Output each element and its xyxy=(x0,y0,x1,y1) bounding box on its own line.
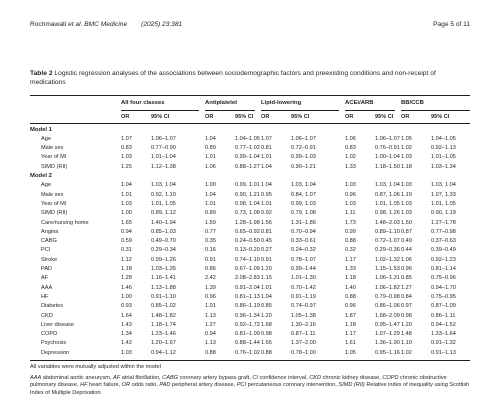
journal-citation: Rochmawati et al. BMC Medicine (2025) 23:381 xyxy=(30,21,183,28)
or-value: 1.01 xyxy=(205,154,216,161)
ci-value: 1.03–1.35 xyxy=(151,266,176,272)
ci-value: 0.24–0.50 xyxy=(235,238,260,245)
or-value: 1.64 xyxy=(121,312,132,319)
or-value: 1.20 xyxy=(261,312,272,319)
group-header: Lipid-lowering xyxy=(261,100,302,106)
or-value: 0.98 xyxy=(261,331,272,338)
ci-value: 0.81–1.13 xyxy=(235,293,260,300)
or-value: 0.91 xyxy=(205,256,216,263)
or-column-header: OR xyxy=(345,113,354,120)
or-value: 1.17 xyxy=(345,331,356,338)
row-label: COPD xyxy=(41,331,58,338)
row-label: Depression xyxy=(41,349,70,356)
or-value: 1.01 xyxy=(261,200,272,207)
or-value: 1.68 xyxy=(261,321,272,328)
ci-value: 1.06–1.07 xyxy=(151,135,176,142)
or-value: 1.03 xyxy=(121,200,132,207)
or-value: 1.03 xyxy=(121,154,132,161)
or-value: 0.95 xyxy=(261,191,272,198)
or-value: 1.25 xyxy=(121,163,132,170)
or-column-header: OR xyxy=(121,113,130,120)
group-header-underline xyxy=(261,110,339,111)
row-label: CABG xyxy=(41,238,57,245)
ci-value: 0.99, 1.03 xyxy=(291,200,316,207)
ci-value: 1.04–1.05 xyxy=(431,135,456,142)
row-label: AAA xyxy=(41,284,53,291)
or-value: 1.06 xyxy=(205,163,216,170)
ci-value: 0.99–1.04 xyxy=(235,154,260,161)
row-label: Psychosis xyxy=(41,340,67,347)
ci-value: 0.77–0.90 xyxy=(151,145,176,152)
or-value: 1.01 xyxy=(205,200,216,207)
ci-column-header: 95% CI xyxy=(375,113,394,120)
or-value: 1.13 xyxy=(205,312,216,319)
or-value: 0.96 xyxy=(345,303,356,310)
or-value: 1.61 xyxy=(345,340,356,347)
or-value: 1.02 xyxy=(401,145,412,152)
ci-value: 0.85–1.02 xyxy=(151,303,176,310)
or-value: 1.03 xyxy=(121,349,132,356)
ci-value: 0.73, 1.08 xyxy=(235,210,260,217)
ci-value: 1.15–1.53 xyxy=(375,266,400,272)
group-header: All four classes xyxy=(121,100,165,106)
row-label: PAD xyxy=(41,266,53,272)
group-header-underline xyxy=(401,110,470,111)
or-value: 0.98 xyxy=(401,312,412,319)
ci-value: 0.98, 1.26 xyxy=(375,210,400,217)
ci-value: 1.01–1.04 xyxy=(151,154,176,161)
ci-value: 0.90, 1.19 xyxy=(431,210,456,217)
or-value: 0.16 xyxy=(205,247,216,254)
ci-value: 0.49–0.70 xyxy=(151,238,176,245)
ci-value: 0.77–0.98 xyxy=(431,228,456,235)
footnote-abbreviations: AAA abdominal aortic aneurysm, AF atrial fibrillation, CABG coronary artery bypass graft, CI confidence interval, CKD chronic kidney disease, COPD chronic obstructive pulmonary disease, HF heart failure, OR odds ratio, PAD peripheral artery disease, PCI percutaneous coronary intervention, SIMD (RII) Relative index of inequality using Scottish Index of Multiple Deprivation xyxy=(30,375,470,396)
ci-value: 1.05–1.38 xyxy=(291,312,316,319)
row-label: Stroke xyxy=(41,256,58,263)
ci-value: 0.91–1.13 xyxy=(431,349,456,356)
ci-value: 0.79–0.98 xyxy=(375,293,400,300)
or-value: 1.33 xyxy=(345,163,356,170)
ci-value: 0.92–1.72 xyxy=(235,321,260,328)
ci-value: 2.08–2.83 xyxy=(235,275,260,282)
or-column-header: OR xyxy=(261,113,270,120)
or-value: 0.92 xyxy=(261,210,272,217)
or-value: 1.04 xyxy=(205,191,216,198)
or-value: 1.34 xyxy=(121,331,132,338)
ci-value: 0.39–0.49 xyxy=(431,247,456,254)
ci-value: 0.91–1.32 xyxy=(431,340,456,347)
ci-value: 1.06–1.07 xyxy=(375,135,400,142)
ci-value: 0.99–1.03 xyxy=(291,154,316,161)
ci-value: 0.65–0.92 xyxy=(235,228,260,235)
ci-value: 1.02–1.32 xyxy=(375,256,400,263)
or-value: 0.81 xyxy=(261,145,272,152)
ci-value: 0.75–0.96 xyxy=(431,275,456,282)
or-value: 1.12 xyxy=(121,256,132,263)
or-value: 1.18 xyxy=(401,163,412,170)
table-bottom-rule xyxy=(30,360,470,361)
ci-value: 1.20–1.67 xyxy=(151,340,176,347)
or-value: 0.94 xyxy=(121,228,132,235)
or-value: 1.20 xyxy=(261,266,272,272)
table-caption-text: Logistic regression analyses of the associations between sociodemographic factors and preexisting conditions and non-receipt of medications xyxy=(30,70,436,86)
ci-value: 0.24–0.32 xyxy=(291,247,316,254)
ci-value: 1.48–1.82 xyxy=(151,312,176,319)
or-value: 0.91 xyxy=(261,256,272,263)
row-label: Liver disease xyxy=(41,321,74,328)
ci-value: 0.99–1.26 xyxy=(151,256,176,263)
or-value: 0.99 xyxy=(345,228,356,235)
or-value: 0.85 xyxy=(261,303,272,310)
or-value: 0.87 xyxy=(401,228,412,235)
or-value: 1.56 xyxy=(261,219,272,226)
ci-value: 0.84, 1.07 xyxy=(291,191,316,198)
ci-value: 1.03, 1.04 xyxy=(375,182,400,189)
or-value: 0.45 xyxy=(261,238,272,245)
or-value: 0.49 xyxy=(401,238,412,245)
model-2-label: Model 2 xyxy=(30,173,52,179)
or-value: 1.50 xyxy=(401,219,412,226)
or-column-header: OR xyxy=(205,113,214,120)
table-top-rule xyxy=(30,95,470,96)
or-value: 1.87 xyxy=(345,312,356,319)
or-value: 1.11 xyxy=(345,210,356,217)
ci-value: 1.48–2.03 xyxy=(375,219,400,226)
ci-value: 0.76–0.91 xyxy=(375,145,400,152)
or-value: 1.05 xyxy=(401,135,412,142)
page-number: Page 5 of 11 xyxy=(433,21,470,28)
or-value: 1.65 xyxy=(261,340,272,347)
ci-value: 1.31–1.86 xyxy=(291,219,316,226)
ci-value: 0.94–1.70 xyxy=(431,284,456,291)
or-value: 1.40 xyxy=(345,284,356,291)
ci-value: 0.91–1.10 xyxy=(151,293,176,300)
or-value: 0.97 xyxy=(401,303,412,310)
ci-value: 0.99, 1.01 xyxy=(235,182,260,189)
ci-value: 0.92, 1.10 xyxy=(151,191,176,198)
ci-value: 1.33–1.64 xyxy=(431,331,456,338)
or-value: 0.27 xyxy=(261,247,272,254)
ci-value: 0.76–1.02 xyxy=(235,349,260,356)
ci-value: 0.86–1.19 xyxy=(235,303,260,310)
ci-value: 0.90, 1.21 xyxy=(235,191,260,198)
ci-value: 1.12–1.38 xyxy=(151,163,176,170)
ci-value: 0.87–1.11 xyxy=(291,331,316,338)
row-label: SIMD (RII) xyxy=(41,210,68,217)
ci-column-header: 95% CI xyxy=(235,113,254,120)
ci-value: 0.81–1.09 xyxy=(235,331,260,338)
row-label: HF xyxy=(41,293,49,300)
or-value: 0.88 xyxy=(345,293,356,300)
group-header: ACEi/ARB xyxy=(345,100,374,106)
ci-value: 1.00–1.04 xyxy=(375,154,400,161)
or-value: 0.44 xyxy=(401,247,412,254)
ci-value: 0.98, 1.04 xyxy=(235,200,260,207)
or-value: 1.00 xyxy=(205,182,216,189)
ci-value: 0.78–1.00 xyxy=(291,349,316,356)
ci-column-header: 95% CI xyxy=(151,113,170,120)
ci-value: 1.68–2.09 xyxy=(375,312,400,319)
or-value: 1.65 xyxy=(121,219,132,226)
or-value: 1.10 xyxy=(401,340,412,347)
ci-value: 0.70–0.94 xyxy=(291,228,316,235)
ci-value: 0.77–1.02 xyxy=(235,145,260,152)
or-value: 1.00 xyxy=(121,293,132,300)
ci-value: 0.94–1.12 xyxy=(151,349,176,356)
model-1-label: Model 1 xyxy=(30,126,52,133)
or-value: 1.01 xyxy=(121,191,132,198)
or-value: 1.27 xyxy=(205,321,216,328)
ci-value: 1.27–1.78 xyxy=(431,219,456,226)
ci-value: 0.74–1.10 xyxy=(235,256,260,263)
or-value: 1.01 xyxy=(261,284,272,291)
ci-value: 0.33–0.61 xyxy=(291,238,316,245)
or-value: 0.77 xyxy=(205,228,216,235)
ci-value: 0.87–1.09 xyxy=(431,303,456,310)
ci-value: 1.40–1.94 xyxy=(151,219,176,226)
or-value: 1.04 xyxy=(261,163,272,170)
or-value: 1.18 xyxy=(345,321,356,328)
or-value: 1.02 xyxy=(401,349,412,356)
ci-value: 1.23–1.46 xyxy=(151,331,176,338)
group-header: Antiplatelet xyxy=(205,100,238,106)
or-value: 0.86 xyxy=(205,266,216,272)
ci-value: 1.36–1.90 xyxy=(375,340,400,347)
or-value: 0.31 xyxy=(121,247,132,254)
or-value: 1.42 xyxy=(121,340,132,347)
or-value: 0.83 xyxy=(345,145,356,152)
or-value: 0.83 xyxy=(121,145,132,152)
row-label: Angina xyxy=(41,228,59,235)
ci-value: 1.16–1.41 xyxy=(151,275,176,282)
row-label: SIMD (RII) xyxy=(41,163,68,170)
or-value: 0.96 xyxy=(401,266,412,272)
ci-value: 0.86–1.11 xyxy=(431,312,456,319)
ci-value: 1.18–1.74 xyxy=(151,321,176,328)
or-value: 1.01 xyxy=(205,303,216,310)
ci-value: 0.70–1.42 xyxy=(291,284,316,291)
or-value: 1.46 xyxy=(121,284,132,291)
or-value: 1.02 xyxy=(345,154,356,161)
table-header-rule xyxy=(30,123,470,124)
ci-value: 1.03–1.34 xyxy=(431,163,456,170)
or-value: 1.03 xyxy=(401,200,412,207)
or-value: 1.05 xyxy=(345,349,356,356)
or-value: 1.03 xyxy=(401,210,412,217)
ci-value: 0.89–1.10 xyxy=(375,228,400,235)
ci-value: 0.86–1.06 xyxy=(375,303,400,310)
or-value: 1.07 xyxy=(261,135,272,142)
or-value: 1.04 xyxy=(261,293,272,300)
or-value: 1.59 xyxy=(205,219,216,226)
or-value: 1.03 xyxy=(401,154,412,161)
or-value: 1.03 xyxy=(401,182,412,189)
or-value: 1.03 xyxy=(345,182,356,189)
ci-value: 1.18–1.50 xyxy=(375,163,400,170)
ci-column-header: 95% CI xyxy=(431,113,450,120)
table-label: Table 2 xyxy=(30,70,53,77)
ci-value: 1.28–1.98 xyxy=(235,219,260,226)
row-label: AF xyxy=(41,275,49,282)
or-value: 0.88 xyxy=(205,349,216,356)
ci-value: 0.89, 1.12 xyxy=(151,210,176,217)
page-header xyxy=(30,21,470,31)
or-value: 1.06 xyxy=(345,135,356,142)
ci-value: 0.78–1.07 xyxy=(291,256,316,263)
ci-value: 0.88–1.44 xyxy=(235,340,260,347)
row-label: PCI xyxy=(41,247,51,254)
ci-value: 1.01, 1.05 xyxy=(431,200,456,207)
ci-value: 0.29–0.36 xyxy=(375,247,400,254)
ci-value: 1.37–2.00 xyxy=(291,340,316,347)
ci-value: 0.99–1.44 xyxy=(291,266,316,272)
ci-value: 0.91–1.19 xyxy=(291,293,316,300)
ci-value: 0.37–0.63 xyxy=(431,238,456,245)
or-value: 1.07 xyxy=(121,135,132,142)
or-value: 1.20 xyxy=(401,321,412,328)
or-value: 1.04 xyxy=(205,135,216,142)
or-value: 1.43 xyxy=(121,321,132,328)
row-label: Age xyxy=(41,182,51,189)
or-value: 1.27 xyxy=(401,284,412,291)
ci-value: 0.92–1.13 xyxy=(431,145,456,152)
ci-value: 0.88–1.27 xyxy=(235,163,260,170)
or-value: 1.00 xyxy=(121,210,132,217)
or-value: 0.59 xyxy=(121,238,132,245)
or-value: 1.48 xyxy=(401,331,412,338)
ci-value: 1.06–1.31 xyxy=(375,275,400,282)
or-value: 0.96 xyxy=(345,191,356,198)
group-header-underline xyxy=(205,110,255,111)
or-value: 1.13 xyxy=(205,340,216,347)
row-label: Male sex xyxy=(41,145,64,152)
or-value: 1.03 xyxy=(345,200,356,207)
ci-value: 1.01, 1.05 xyxy=(151,200,176,207)
or-value: 0.89 xyxy=(205,145,216,152)
or-value: 1.15 xyxy=(261,275,272,282)
ci-value: 1.01–1.05 xyxy=(431,154,456,161)
or-value: 0.85 xyxy=(401,275,412,282)
group-header-underline xyxy=(345,110,395,111)
ci-column-header: 95% CI xyxy=(291,113,310,120)
or-value: 1.18 xyxy=(121,266,132,272)
table-caption xyxy=(30,69,450,87)
ci-value: 0.75–0.95 xyxy=(431,293,456,300)
ci-value: 0.92–1.23 xyxy=(431,256,456,263)
row-label: Year of MI xyxy=(41,154,67,161)
ci-value: 0.81–1.14 xyxy=(431,266,456,272)
or-value: 1.18 xyxy=(345,275,356,282)
group-header-underline xyxy=(121,110,199,111)
or-value: 0.32 xyxy=(345,247,356,254)
ci-value: 1.06–1.07 xyxy=(291,135,316,142)
ci-value: 0.29–0.34 xyxy=(151,247,176,254)
or-value: 0.88 xyxy=(261,349,272,356)
ci-value: 0.94–1.52 xyxy=(431,321,456,328)
ci-value: 0.72–0.91 xyxy=(291,145,316,152)
or-value: 1.01 xyxy=(261,154,272,161)
or-value: 0.94 xyxy=(205,331,216,338)
or-value: 0.89 xyxy=(205,210,216,217)
row-label: Age xyxy=(41,135,51,142)
row-label: Care/nursing home xyxy=(41,219,89,226)
ci-value: 0.85–1.03 xyxy=(151,228,176,235)
or-value: 0.88 xyxy=(345,238,356,245)
ci-value: 1.03, 1.04 xyxy=(291,182,316,189)
ci-value: 0.96–1.34 xyxy=(235,312,260,319)
ci-value: 1.04–1.05 xyxy=(235,135,260,142)
or-value: 1.04 xyxy=(261,182,272,189)
or-value: 0.84 xyxy=(401,293,412,300)
or-value: 1.04 xyxy=(121,182,132,189)
or-value: 1.33 xyxy=(345,266,356,272)
ci-value: 1.13–1.88 xyxy=(151,284,176,291)
ci-value: 1.03, 1.04 xyxy=(151,182,176,189)
or-column-header: OR xyxy=(401,113,410,120)
or-value: 0.96 xyxy=(205,293,216,300)
or-value: 1.39 xyxy=(205,284,216,291)
or-value: 2.42 xyxy=(205,275,216,282)
row-label: Male sex xyxy=(41,191,64,198)
row-label: Year of MI xyxy=(41,200,67,207)
ci-value: 0.91–2.04 xyxy=(235,284,260,291)
footnote-adjustment: All variables were mutually adjusted within the model xyxy=(30,364,161,370)
ci-value: 0.13–0.20 xyxy=(235,247,260,254)
ci-value: 1.03, 1.04 xyxy=(431,182,456,189)
or-value: 1.19 xyxy=(401,191,412,198)
or-value: 1.73 xyxy=(345,219,356,226)
ci-value: 1.01–1.30 xyxy=(291,275,316,282)
group-header: BB/CCB xyxy=(401,100,424,106)
ci-value: 1.01, 1.05 xyxy=(375,200,400,207)
ci-value: 0.95–1.16 xyxy=(375,349,400,356)
row-label: Diabetes xyxy=(41,303,64,310)
or-value: 0.35 xyxy=(205,238,216,245)
ci-value: 1.06–1.82 xyxy=(375,284,400,291)
or-value: 1.17 xyxy=(345,256,356,263)
ci-value: 0.95–1.47 xyxy=(375,321,400,328)
or-value: 1.28 xyxy=(121,275,132,282)
ci-value: 0.90–1.21 xyxy=(291,163,316,170)
ci-value: 0.74–0.97 xyxy=(291,303,316,310)
ci-value: 0.87, 1.06 xyxy=(375,191,400,198)
or-value: 0.93 xyxy=(121,303,132,310)
ci-value: 0.79, 1.08 xyxy=(291,210,316,217)
ci-value: 1.07–1.29 xyxy=(375,331,400,338)
or-value: 1.06 xyxy=(401,256,412,263)
ci-value: 1.30–2.16 xyxy=(291,321,316,328)
ci-value: 0.67–1.09 xyxy=(235,266,260,272)
ci-value: 0.72–1.07 xyxy=(375,238,400,245)
row-label: CKD xyxy=(41,312,53,319)
or-value: 0.81 xyxy=(261,228,272,235)
ci-value: 1.07, 1.33 xyxy=(431,191,456,198)
